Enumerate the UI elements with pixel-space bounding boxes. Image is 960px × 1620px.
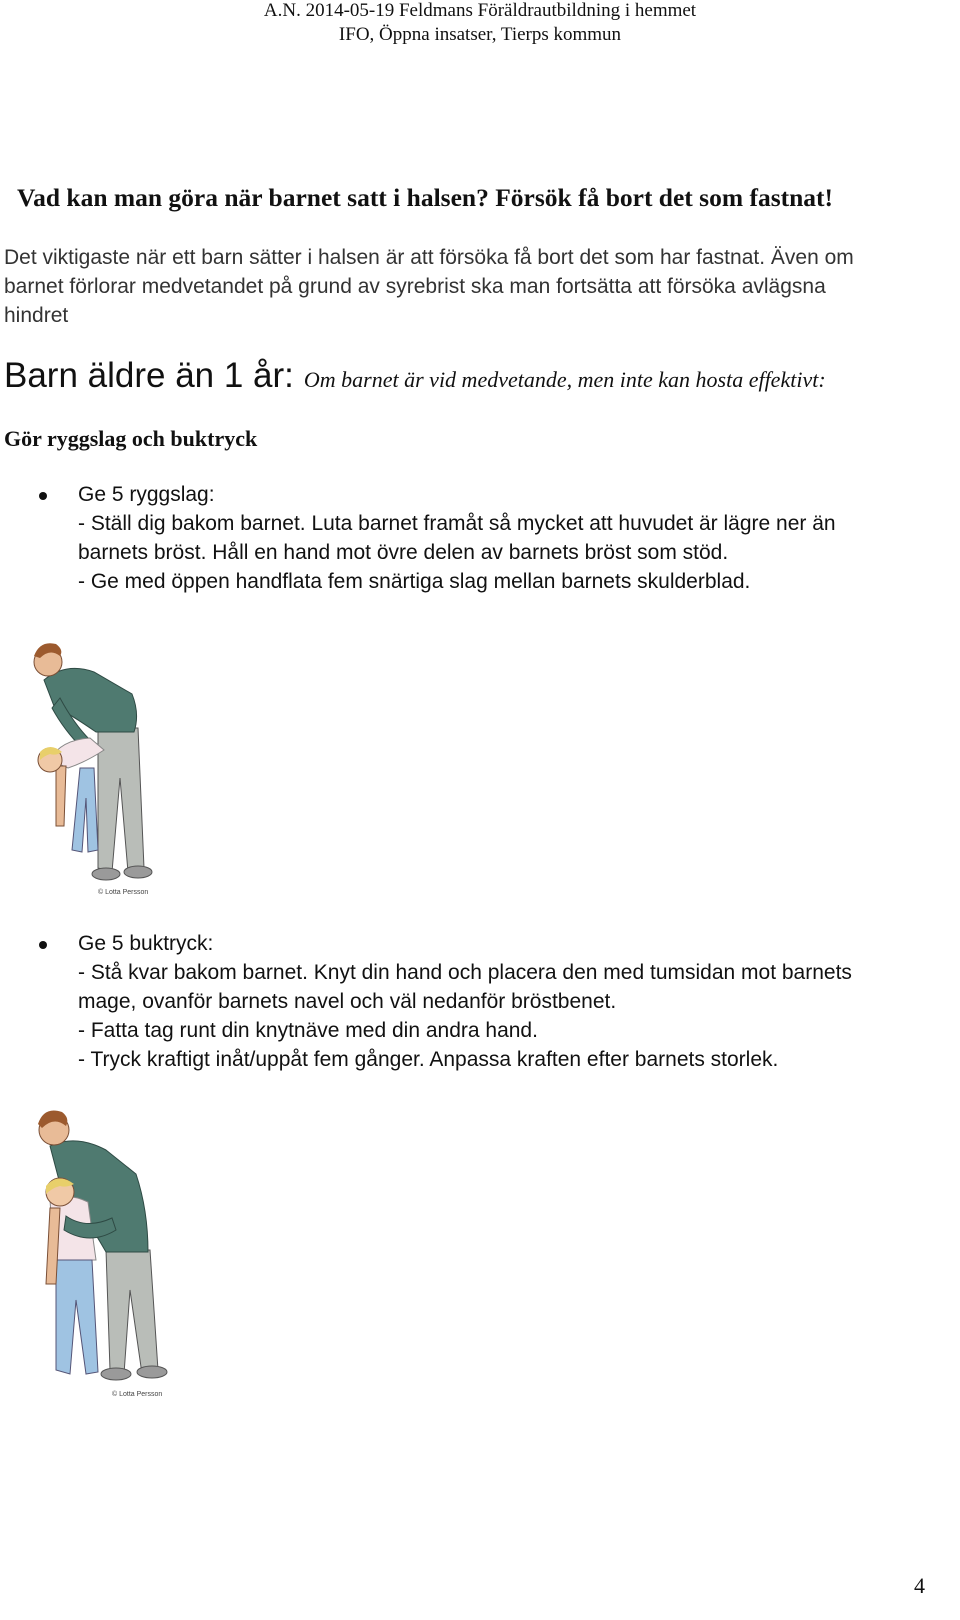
header-line-2: IFO, Öppna insatser, Tierps kommun: [338, 24, 622, 45]
bullet1-line-4: - Ge med öppen handflata fem snärtiga slag mellan barnets skulderblad.: [78, 570, 751, 593]
back-blows-illustration: [20, 628, 170, 898]
intro-line-3: hindret: [4, 304, 69, 327]
illustration-credit-1: © Lotta Persson: [98, 889, 149, 896]
header-line-1: A.N. 2014-05-19 Feldmans Föräldrautbildning i hemmet: [263, 0, 697, 21]
section-heading-row: [4, 356, 826, 396]
page-title: Vad kan man göra när barnet satt i halsen? Försök få bort det som fastnat!: [17, 183, 834, 212]
bullet1-line-3: barnets bröst. Håll en hand mot övre delen av barnets bröst som stöd.: [78, 541, 729, 564]
section-heading: Barn äldre än 1 år:: [4, 356, 294, 395]
intro-line-2: barnet förlorar medvetandet på grund av syrebrist ska man fortsätta att försöka avlägsna: [4, 275, 826, 298]
abdominal-thrusts-illustration: [20, 1100, 180, 1400]
bullet-ryggslag: [78, 480, 836, 596]
bullet2-line-2: - Stå kvar bakom barnet. Knyt din hand och placera den med tumsidan mot barnets: [78, 961, 852, 984]
bullet2-line-3: mage, ovanför barnets navel och väl nedanför bröstbenet.: [78, 990, 617, 1013]
illustration-credit-2: © Lotta Persson: [112, 1391, 163, 1398]
page-number: 4: [914, 1573, 925, 1598]
section-subheading: Gör ryggslag och buktryck: [4, 426, 258, 451]
bullet2-line-5: - Tryck kraftigt inåt/uppåt fem gånger. Anpassa kraften efter barnets storlek.: [78, 1048, 779, 1071]
bullet-dot-1: [39, 492, 47, 500]
bullet-buktryck: [78, 929, 852, 1074]
bullet2-line-4: - Fatta tag runt din knytnäve med din andra hand.: [78, 1019, 538, 1042]
bullet-dot-2: [39, 941, 47, 949]
bullet1-line-1: Ge 5 ryggslag:: [78, 483, 215, 506]
bullet1-line-2: - Ställ dig bakom barnet. Luta barnet framåt så mycket att huvudet är lägre ner än: [78, 512, 836, 535]
bullet2-line-1: Ge 5 buktryck:: [78, 932, 214, 955]
section-condition: Om barnet är vid medvetande, men inte kan hosta effektivt:: [303, 367, 826, 392]
intro-line-1: Det viktigaste när ett barn sätter i halsen är att försöka få bort det som har fastnat. Även om: [4, 246, 854, 269]
intro-paragraph: [4, 243, 854, 330]
